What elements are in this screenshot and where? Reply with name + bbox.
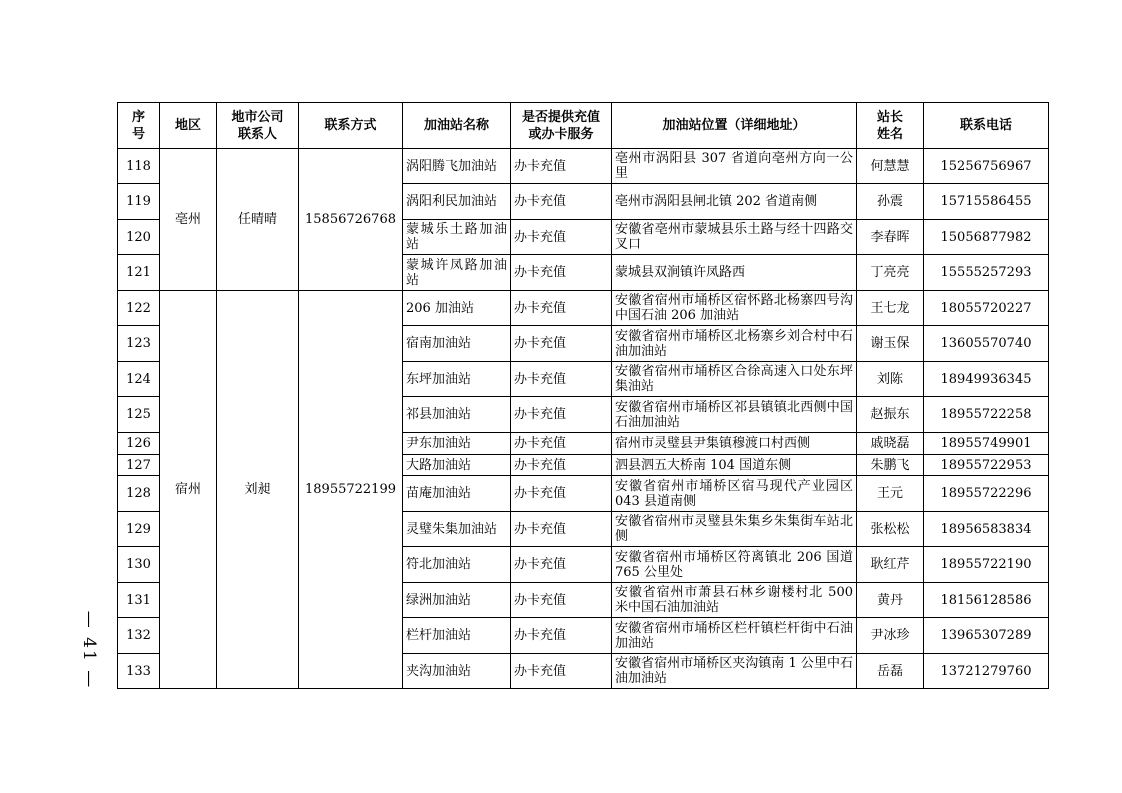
recharge-service-cell: 办卡充值 [511, 397, 612, 433]
manager-cell: 李春晖 [857, 220, 924, 255]
header-contact-method: 联系方式 [299, 103, 403, 149]
phone-cell: 18156128586 [924, 583, 1049, 618]
contact-person-cell: 任晴晴 [217, 149, 299, 291]
station-name-cell: 尹东加油站 [403, 433, 511, 455]
table-row [118, 291, 1049, 326]
header-phone: 联系电话 [924, 103, 1049, 149]
manager-cell: 赵振东 [857, 397, 924, 433]
seq-cell: 126 [118, 433, 160, 455]
manager-cell: 戚晓磊 [857, 433, 924, 455]
address-cell: 亳州市涡阳县 307 省道向亳州方向一公里 [612, 149, 857, 184]
phone-cell: 13965307289 [924, 618, 1049, 654]
seq-cell: 130 [118, 547, 160, 583]
manager-cell: 孙震 [857, 184, 924, 220]
header-row [118, 103, 1049, 149]
phone-cell: 15056877982 [924, 220, 1049, 255]
address-cell: 宿州市灵璧县尹集镇穆渡口村西侧 [612, 433, 857, 455]
table-body [118, 149, 1049, 689]
station-name-cell: 符北加油站 [403, 547, 511, 583]
seq-cell: 118 [118, 149, 160, 184]
phone-cell: 15555257293 [924, 255, 1049, 291]
station-name-cell: 206 加油站 [403, 291, 511, 326]
address-cell: 安徽省宿州市埇桥区夹沟镇南 1 公里中石油加油站 [612, 654, 857, 689]
recharge-service-cell: 办卡充值 [511, 618, 612, 654]
phone-cell: 18055720227 [924, 291, 1049, 326]
address-cell: 安徽省宿州市埇桥区宿马现代产业园区 043 县道南侧 [612, 476, 857, 512]
region-cell: 亳州 [160, 149, 217, 291]
station-name-cell: 夹沟加油站 [403, 654, 511, 689]
phone-cell: 15715586455 [924, 184, 1049, 220]
recharge-service-cell: 办卡充值 [511, 455, 612, 476]
header-manager: 站长 姓名 [857, 103, 924, 149]
seq-cell: 132 [118, 618, 160, 654]
header-contact-person: 地市公司 联系人 [217, 103, 299, 149]
address-cell: 安徽省宿州市埇桥区合徐高速入口处东坪集油站 [612, 362, 857, 397]
seq-cell: 124 [118, 362, 160, 397]
contact-method-cell: 18955722199 [299, 291, 403, 689]
seq-cell: 125 [118, 397, 160, 433]
address-cell: 安徽省宿州市埇桥区栏杆镇栏杆街中石油加油站 [612, 618, 857, 654]
manager-cell: 黄丹 [857, 583, 924, 618]
address-cell: 安徽省宿州市埇桥区宿怀路北杨寨四号沟中国石油 206 加油站 [612, 291, 857, 326]
station-name-cell: 栏杆加油站 [403, 618, 511, 654]
contact-method-cell: 15856726768 [299, 149, 403, 291]
station-name-cell: 大路加油站 [403, 455, 511, 476]
recharge-service-cell: 办卡充值 [511, 291, 612, 326]
phone-cell: 15256756967 [924, 149, 1049, 184]
recharge-service-cell: 办卡充值 [511, 433, 612, 455]
header-seq: 序 号 [118, 103, 160, 149]
address-cell: 安徽省宿州市埇桥区北杨寨乡刘合村中石油加油站 [612, 326, 857, 362]
manager-cell: 谢玉保 [857, 326, 924, 362]
manager-cell: 尹冰珍 [857, 618, 924, 654]
recharge-service-cell: 办卡充值 [511, 149, 612, 184]
station-name-cell: 蒙城乐土路加油站 [403, 220, 511, 255]
station-name-cell: 宿南加油站 [403, 326, 511, 362]
recharge-service-cell: 办卡充值 [511, 583, 612, 618]
phone-cell: 18949936345 [924, 362, 1049, 397]
manager-cell: 刘陈 [857, 362, 924, 397]
station-name-cell: 蒙城许凤路加油站 [403, 255, 511, 291]
manager-cell: 耿红芹 [857, 547, 924, 583]
recharge-service-cell: 办卡充值 [511, 512, 612, 547]
manager-cell: 王元 [857, 476, 924, 512]
seq-cell: 127 [118, 455, 160, 476]
recharge-service-cell: 办卡充值 [511, 362, 612, 397]
header-region: 地区 [160, 103, 217, 149]
station-name-cell: 灵璧朱集加油站 [403, 512, 511, 547]
seq-cell: 133 [118, 654, 160, 689]
manager-cell: 何慧慧 [857, 149, 924, 184]
recharge-service-cell: 办卡充值 [511, 547, 612, 583]
manager-cell: 王七龙 [857, 291, 924, 326]
phone-cell: 18956583834 [924, 512, 1049, 547]
manager-cell: 丁亮亮 [857, 255, 924, 291]
phone-cell: 18955722190 [924, 547, 1049, 583]
address-cell: 安徽省宿州市埇桥区祁县镇镇北西侧中国石油加油站 [612, 397, 857, 433]
phone-cell: 18955722296 [924, 476, 1049, 512]
station-name-cell: 祁县加油站 [403, 397, 511, 433]
seq-cell: 121 [118, 255, 160, 291]
header-address: 加油站位置（详细地址） [612, 103, 857, 149]
address-cell: 安徽省宿州市灵璧县朱集乡朱集街车站北侧 [612, 512, 857, 547]
header-station-name: 加油站名称 [403, 103, 511, 149]
recharge-service-cell: 办卡充值 [511, 326, 612, 362]
phone-cell: 13605570740 [924, 326, 1049, 362]
recharge-service-cell: 办卡充值 [511, 220, 612, 255]
station-name-cell: 东坪加油站 [403, 362, 511, 397]
seq-cell: 123 [118, 326, 160, 362]
phone-cell: 18955722953 [924, 455, 1049, 476]
station-name-cell: 涡阳腾飞加油站 [403, 149, 511, 184]
recharge-service-cell: 办卡充值 [511, 476, 612, 512]
seq-cell: 119 [118, 184, 160, 220]
table-row [118, 149, 1049, 184]
gas-station-table [117, 102, 1049, 689]
station-name-cell: 苗庵加油站 [403, 476, 511, 512]
seq-cell: 122 [118, 291, 160, 326]
recharge-service-cell: 办卡充值 [511, 255, 612, 291]
manager-cell: 岳磊 [857, 654, 924, 689]
region-cell: 宿州 [160, 291, 217, 689]
phone-cell: 18955749901 [924, 433, 1049, 455]
seq-cell: 120 [118, 220, 160, 255]
manager-cell: 朱鹏飞 [857, 455, 924, 476]
address-cell: 泗县泗五大桥南 104 国道东侧 [612, 455, 857, 476]
address-cell: 亳州市涡阳县闸北镇 202 省道南侧 [612, 184, 857, 220]
seq-cell: 129 [118, 512, 160, 547]
page-number: — 41 — [79, 610, 99, 690]
seq-cell: 128 [118, 476, 160, 512]
phone-cell: 18955722258 [924, 397, 1049, 433]
recharge-service-cell: 办卡充值 [511, 654, 612, 689]
address-cell: 安徽省亳州市蒙城县乐土路与经十四路交叉口 [612, 220, 857, 255]
manager-cell: 张松松 [857, 512, 924, 547]
recharge-service-cell: 办卡充值 [511, 184, 612, 220]
station-name-cell: 涡阳利民加油站 [403, 184, 511, 220]
contact-person-cell: 刘昶 [217, 291, 299, 689]
seq-cell: 131 [118, 583, 160, 618]
address-cell: 安徽省宿州市埇桥区符离镇北 206 国道 765 公里处 [612, 547, 857, 583]
station-name-cell: 绿洲加油站 [403, 583, 511, 618]
phone-cell: 13721279760 [924, 654, 1049, 689]
address-cell: 安徽省宿州市萧县石林乡谢楼村北 500 米中国石油加油站 [612, 583, 857, 618]
address-cell: 蒙城县双涧镇许凤路西 [612, 255, 857, 291]
header-recharge-service: 是否提供充值 或办卡服务 [511, 103, 612, 149]
